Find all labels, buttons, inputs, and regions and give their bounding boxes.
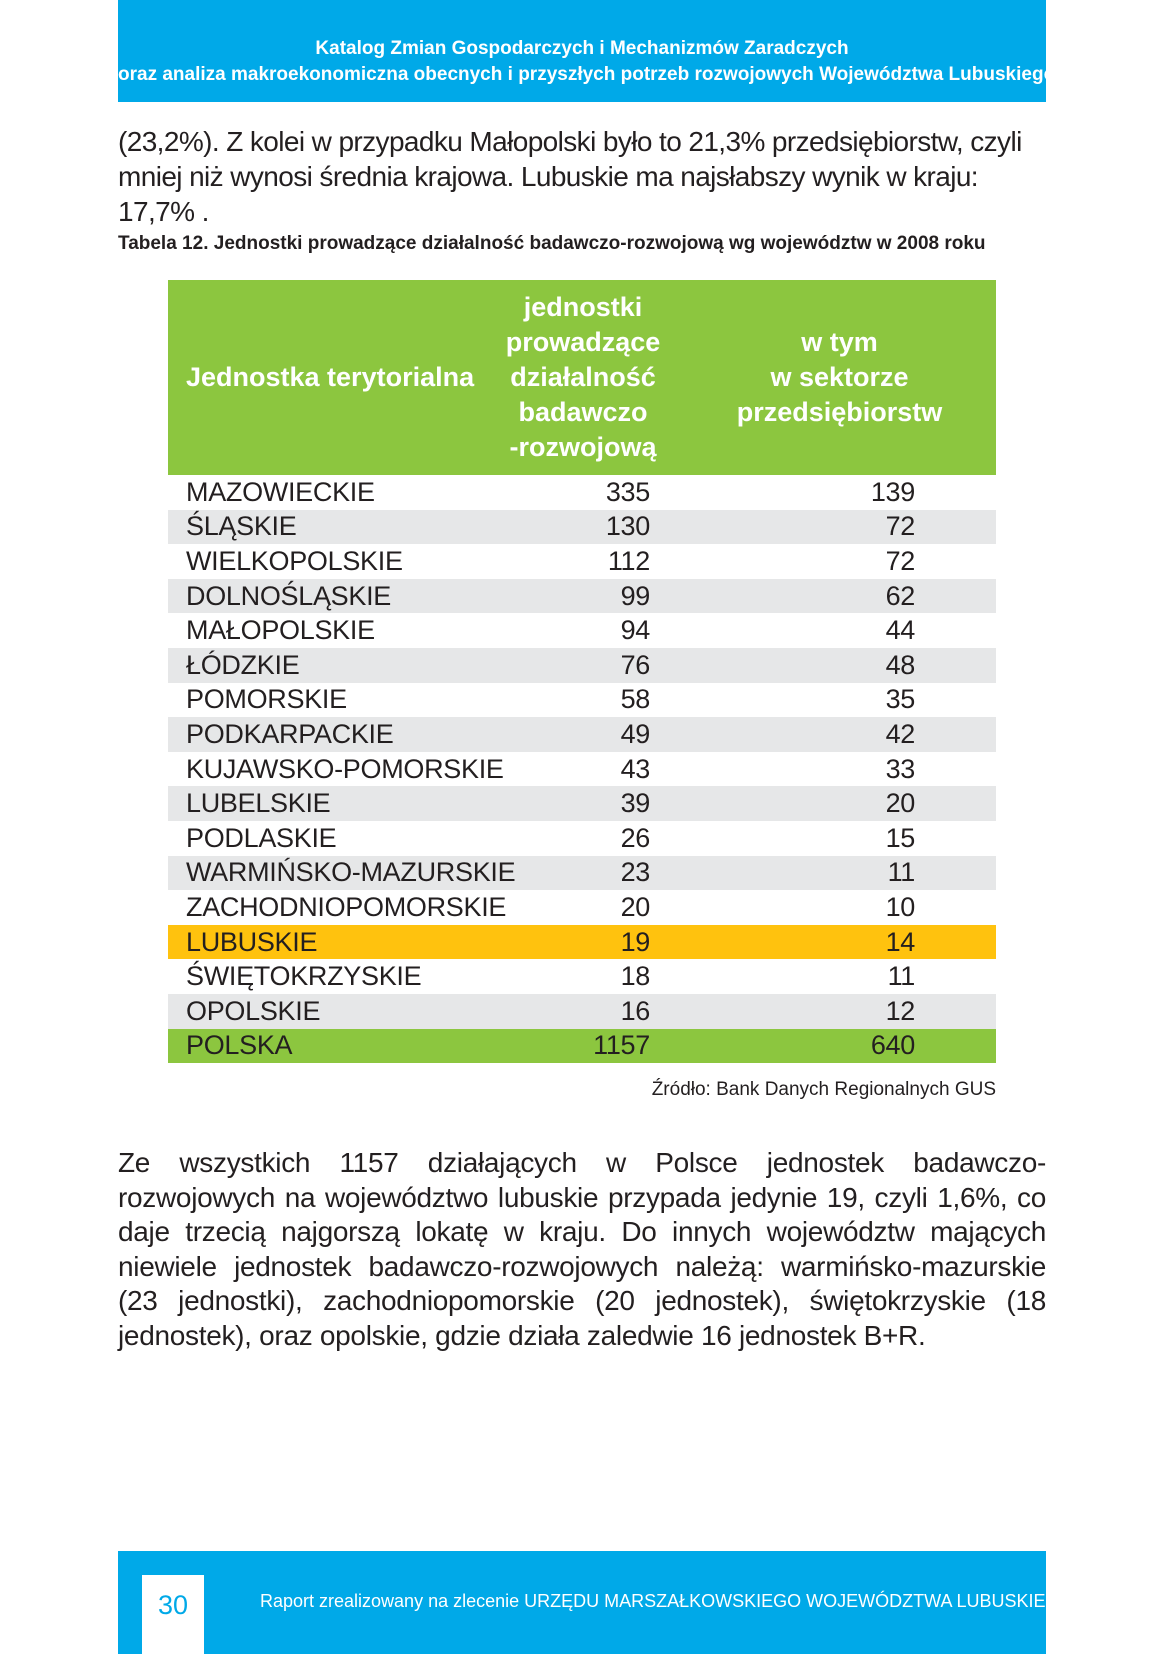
cell-enterprise-units: 10 [885,891,915,922]
table-row [168,890,996,925]
cell-territorial-unit: LUBELSKIE [186,788,331,819]
cell-enterprise-units: 33 [885,753,915,784]
cell-rd-units: 16 [620,995,650,1026]
table-row [168,475,996,510]
cell-rd-units: 43 [620,753,650,784]
page-footer [118,1551,1074,1654]
cell-enterprise-units: 139 [870,476,915,507]
cell-enterprise-units: 48 [885,649,915,680]
cell-rd-units: 20 [620,891,650,922]
table-header [168,280,996,475]
cell-rd-units: 1157 [593,1030,650,1061]
table-row [168,648,996,683]
table-row [168,786,996,821]
cell-rd-units: 18 [620,961,650,992]
cell-rd-units: 76 [620,649,650,680]
header-col-rd-units-line: badawczo [518,397,648,427]
cell-enterprise-units: 640 [870,1030,915,1061]
header-col-territorial-unit: Jednostka terytorialna [186,362,475,392]
cell-territorial-unit: ŁÓDZKIE [186,649,300,680]
cell-territorial-unit: OPOLSKIE [186,995,321,1026]
cell-enterprise-units: 72 [885,511,915,542]
table-row [168,856,996,891]
cell-rd-units: 335 [605,476,650,507]
cell-enterprise-units: 12 [885,995,915,1026]
cell-rd-units: 94 [620,615,650,646]
header-col-rd-units-line: -rozwojową [509,432,657,462]
cell-rd-units: 49 [620,718,650,749]
table-row [168,1029,996,1064]
cell-territorial-unit: ZACHODNIOPOMORSKIE [186,891,507,922]
header-col-rd-units-line: prowadzące [505,327,661,357]
data-table [168,280,996,1063]
table-row [168,821,996,856]
cell-rd-units: 99 [620,580,650,611]
cell-territorial-unit: LUBUSKIE [186,926,318,957]
table-body [168,475,996,1063]
cell-territorial-unit: MAŁOPOLSKIE [186,615,375,646]
cell-territorial-unit: POMORSKIE [186,684,347,715]
table-source: Źródło: Bank Danych Regionalnych GUS [651,1079,996,1100]
header-title-line1: Katalog Zmian Gospodarczych i Mechanizmów Zaradczych [315,38,849,59]
cell-territorial-unit: PODKARPACKIE [186,718,394,749]
footer-text: Raport zrealizowany na zlecenie URZĘDU MARSZAŁKOWSKIEGO WOJEWÓDZTWA LUBUSKIEGO [260,1591,1074,1611]
header-col-enterprise-sector [683,325,996,430]
cell-enterprise-units: 15 [885,822,915,853]
cell-enterprise-units: 44 [885,615,915,646]
cell-enterprise-units: 11 [887,857,915,888]
header-col-rd-units-line: działalność [510,362,656,392]
table-row [168,579,996,614]
header-col-enterprise-line: w sektorze [770,362,909,392]
header-title-line2: oraz analiza makroekonomiczna obecnych i przyszłych potrzeb rozwojowych Województwa Lubuskiego [118,64,1056,85]
cell-rd-units: 39 [620,788,650,819]
table-row [168,544,996,579]
cell-enterprise-units: 42 [885,718,915,749]
cell-rd-units: 19 [620,926,650,957]
cell-enterprise-units: 11 [887,961,915,992]
table-row [168,613,996,648]
cell-rd-units: 130 [605,511,650,542]
table-caption: Tabela 12. Jednostki prowadzące działalność badawczo-rozwojową wg województw w 2008 roku [118,233,986,254]
cell-rd-units: 26 [620,822,650,853]
cell-territorial-unit: ŚLĄSKIE [186,511,297,542]
cell-rd-units: 58 [620,684,650,715]
table-row [168,717,996,752]
cell-enterprise-units: 20 [885,788,915,819]
table-row [168,510,996,545]
intro-paragraph: (23,2%). Z kolei w przypadku Małopolski było to 21,3% przedsiębiorstw, czyli mniej niż wynosi średnia krajowa. Lubuskie ma najsłabszy wynik w kraju: 17,7% . [118,126,1022,227]
cell-territorial-unit: DOLNOŚLĄSKIE [186,580,391,611]
header-col-enterprise-line: w tym [801,327,878,357]
cell-enterprise-units: 35 [885,684,915,715]
table-row [168,959,996,994]
cell-territorial-unit: KUJAWSKO-POMORSKIE [186,753,504,784]
cell-enterprise-units: 62 [885,580,915,611]
cell-enterprise-units: 14 [885,926,915,957]
table-row [168,683,996,718]
header-col-enterprise-line: przedsiębiorstw [736,397,943,427]
body-paragraph: Ze wszystkich 1157 działających w Polsce jednostek badawczo-rozwojowych na województwo lubuskie przypada jedynie 19, czyli 1,6%, co daje trzecią najgorszą lokatę w kraju. Do innych województw mających niewiele jednostek badawczo-rozwojowych należą: warmińsko-mazurskie (23 jednostki), zachodniopomorskie (20 jednostek), świętokrzyskie (18 jednostek), oraz opolskie, gdzie działa zaledwie 16 jednostek B+R. [118,1147,1046,1351]
cell-territorial-unit: ŚWIĘTOKRZYSKIE [186,961,422,992]
header-col-rd-units [483,290,683,465]
table-row [168,752,996,787]
page-number: 30 [142,1575,204,1654]
cell-territorial-unit: WARMIŃSKO-MAZURSKIE [186,857,516,888]
cell-territorial-unit: WIELKOPOLSKIE [186,545,403,576]
table-row [168,994,996,1029]
cell-territorial-unit: MAZOWIECKIE [186,476,375,507]
header-col-rd-units-line: jednostki [523,292,643,322]
cell-rd-units: 23 [620,857,650,888]
cell-enterprise-units: 72 [885,545,915,576]
table-row [168,925,996,960]
page-header [118,0,1056,102]
cell-territorial-unit: PODLASKIE [186,822,337,853]
cell-rd-units: 112 [607,545,650,576]
cell-territorial-unit: POLSKA [186,1030,293,1061]
